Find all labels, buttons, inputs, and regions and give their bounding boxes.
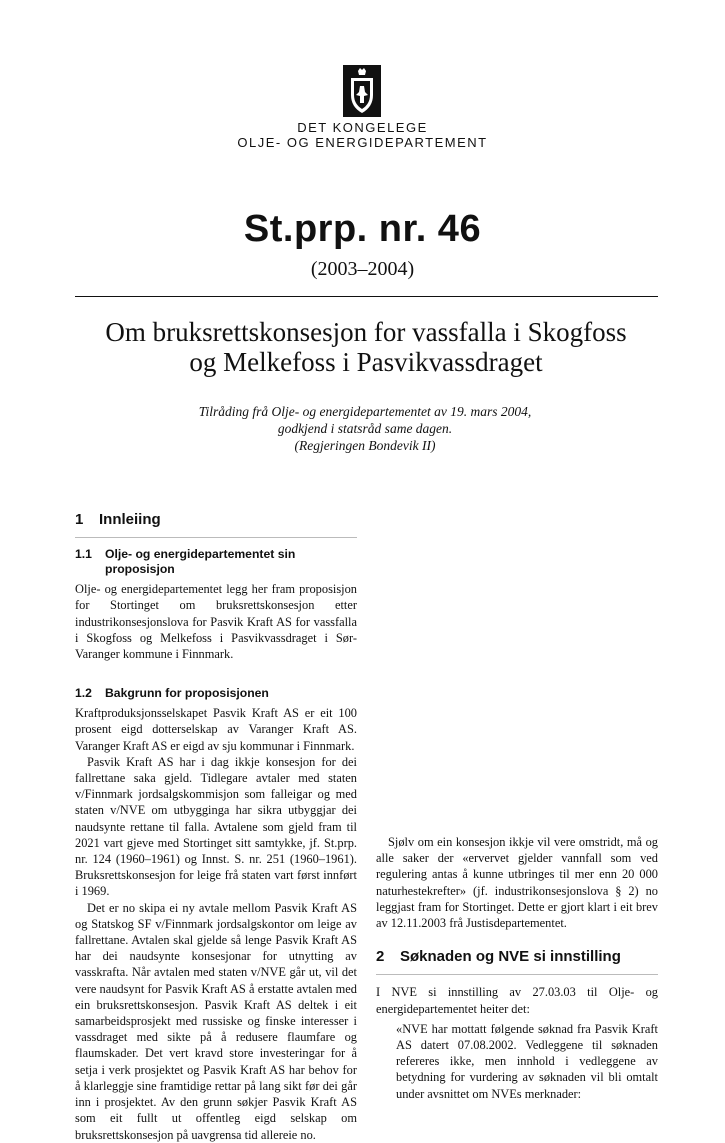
paragraph: Kraftproduksjonsselskapet Pasvik Kraft AS er eit 100 prosent eigd dotterselskap av Varanger Kraft AS. Varanger Kraft AS er eigd av sju kommunar i Finnmark. <box>75 706 357 753</box>
subsection-number: 1.1 <box>75 547 92 562</box>
document-number: St.prp. nr. 46 <box>243 208 482 250</box>
paragraph: Det er no skipa ei ny avtale mellom Pasvik Kraft AS og Statskog SF v/Finnmark jordsalgskontor om leige av fallrettane. Avtalen skal gjelde så lenge Pasvik Kraft AS har dei naudsynte konsesjonar for utnytting av vasskrafta. Når avtalen med staten v/NVE går ut, vil det vere naudsynt for Pasvik Kraft AS å erstatte avtalen med ein bruksrettskonsesjon. Pasvik Kraft AS deltek i eit samarbeidsprosjekt med russiske og finske interesser i vassdraget med sikte på å redusere flaumfare og flaumskader. Det vert kravd store investeringar for å setja i verk prosjektet og Pasvik Kraft AS har behov for å klarleggje sine framtidige rettar på lang sikt før dei går inn i prosjektet. Av den grunn søkjer Pasvik Kraft AS som eit fullt ut offentleg eigd selskap om bruksrettskonsesjon på uavgrensa tid allereie no. <box>75 900 357 1142</box>
section-title: Innleiing <box>99 511 161 528</box>
title-divider <box>75 296 658 297</box>
recommendation-line-2: godkjend i statsråd same dagen. <box>277 421 453 436</box>
paragraph: Sjølv om ein konsesjon ikkje vil vere omstridt, må og alle saker der «ervervet gjelder vannfall som ved regulering antas å kunne utbringes til mer enn 20 000 naturhestekrefter» (jf. industrikonsesjonslova § 2) no leggjast fram for Stortinget. Dette er gjort klart i eit brev av 12.11.2003 frå Justisdepartementet. <box>376 835 658 931</box>
recommendation-line-3: (Regjeringen Bondevik II) <box>294 438 436 453</box>
ministry-line-2: OLJE- OG ENERGIDEPARTEMENT <box>237 135 488 150</box>
recommendation-note <box>100 403 630 454</box>
right-column <box>376 514 658 1102</box>
continued-text-area <box>376 514 658 834</box>
recommendation-line-1: Tilråding frå Olje- og energidepartementet av 19. mars 2004, <box>198 404 532 419</box>
section-1-heading <box>75 512 357 538</box>
section-1-2-heading <box>75 686 357 701</box>
section-number: 2 <box>376 948 385 966</box>
block-quote <box>396 1021 658 1102</box>
document-title <box>60 317 672 377</box>
paragraph: Olje- og energidepartementet legg her fram proposisjon for Stortinget om bruksrettskonsesjon etter industrikonsesjonslova for Pasvik Kraft AS for vassfalla i Skogfoss og Melkefoss i Pasvikvassdraget i Sør-Varanger kommune i Finnmark. <box>75 582 357 662</box>
section-1-1-heading <box>75 547 357 577</box>
subsection-title: Bakgrunn for proposisjonen <box>105 686 269 701</box>
quote-text: «NVE har mottatt følgende søknad fra Pasvik Kraft AS datert 07.08.2002. Vedleggene til søknaden refereres ikke, men innhold i vedleggene av betydning for vurdering av søknaden vil bli omtalt under avsnittet om NVEs merknader: <box>396 1021 658 1101</box>
paragraph: Pasvik Kraft AS har i dag ikkje konsesjon for dei fallrettane saka gjeld. Tidlegare avtaler med staten v/Finnmark jordsalgskommisjon som falleigar og med staten v/NVE om utbygginga har sikra utbyggjar dei naudsynte rettane til falla. Avtalene som gjeld fram til 2021 vart gjeve med Stortinget sitt samtykke, jf. St.prp. nr. 124 (1960–1961) og Innst. S. nr. 251 (1960–1961). Bruksrettskonsesjon for leige frå staten vart først innført i 1969. <box>75 754 357 899</box>
section-title: Søknaden og NVE si innstilling <box>400 948 621 966</box>
subsection-title: Olje- og energidepartementet sin proposisjon <box>105 547 296 577</box>
title-line-1: Om bruksrettskonsesjon for vassfalla i Skogfoss <box>105 317 627 347</box>
section-2-heading <box>376 949 658 975</box>
spacer <box>75 662 357 686</box>
spacer <box>376 931 658 949</box>
subsection-number: 1.2 <box>75 686 92 701</box>
ministry-name <box>0 120 725 150</box>
session-years: (2003–2004) <box>310 258 415 280</box>
section-number: 1 <box>75 511 84 528</box>
left-column <box>75 512 357 1143</box>
ministry-line-1: DET KONGELEGE <box>297 120 428 135</box>
coat-of-arms-icon <box>343 65 381 117</box>
title-line-2: og Melkefoss i Pasvikvassdraget <box>189 347 543 377</box>
paragraph: I NVE si innstilling av 27.03.03 til Olje- og energidepartementet heiter det: <box>376 985 658 1016</box>
